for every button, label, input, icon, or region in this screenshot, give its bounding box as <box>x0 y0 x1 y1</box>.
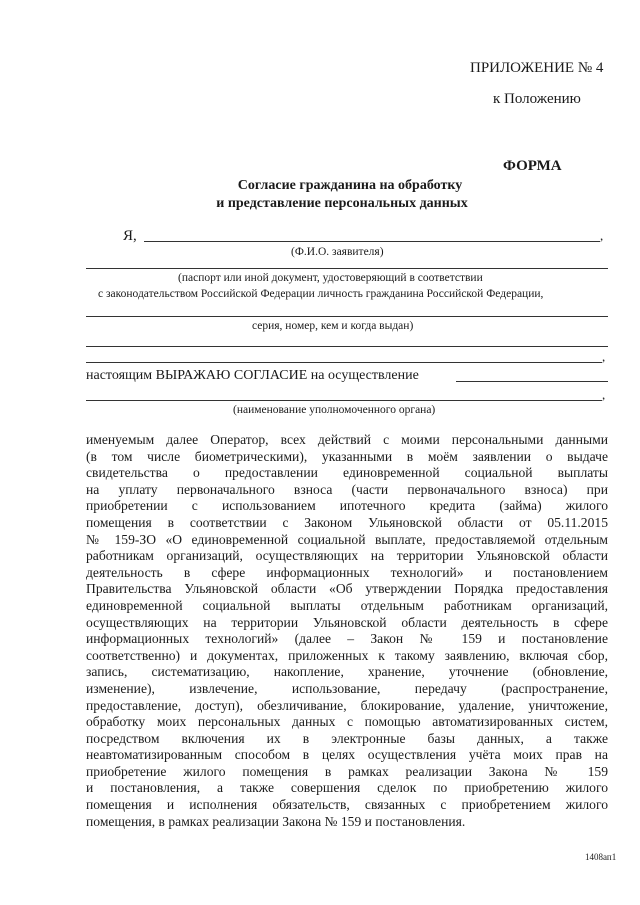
appendix-number: ПРИЛОЖЕНИЕ № 4 <box>470 60 604 76</box>
body-line: неавтоматизированным способом в целях осуществления учёта моих прав на <box>86 747 608 763</box>
passport-caption-3: серия, номер, кем и когда выдан) <box>252 320 414 332</box>
consent-body-text <box>86 432 608 830</box>
body-line: предоставление, доступ), обезличивание, блокирование, удаление, уничтожение, <box>86 697 608 713</box>
body-line: приобретение жилого помещения в рамках реализации Закона № 159 <box>86 763 608 779</box>
fio-input-line[interactable] <box>144 241 600 242</box>
body-line: осуществляющих на территории Ульяновской области деятельность в сфере <box>86 614 608 630</box>
organ-caption: (наименование уполномоченного органа) <box>233 404 436 416</box>
body-line: № 159-ЗО «О единовременной социальной выплате, предоставляемой отдельным <box>86 531 608 547</box>
organ-line-comma: , <box>602 387 606 402</box>
i-label: Я, <box>123 228 137 244</box>
body-line: помещения, в рамках реализации Закона № 159 и постановления. <box>86 813 466 829</box>
fio-caption: (Ф.И.О. заявителя) <box>291 246 384 258</box>
body-line: именуемым далее Оператор, всех действий с моими персональными данными <box>86 432 608 447</box>
organ-input-line-1[interactable] <box>456 381 608 382</box>
passport-input-line-1[interactable] <box>86 268 608 269</box>
passport-line-comma: , <box>602 349 606 364</box>
passport-input-line-2[interactable] <box>86 316 608 317</box>
body-line: обработку моих персональных данных с помощью автоматизированных систем, <box>86 714 608 730</box>
title-line-2: и представление персональных данных <box>216 196 468 211</box>
passport-input-line-4[interactable] <box>86 362 602 363</box>
fio-line-comma: , <box>600 228 604 243</box>
body-line: работникам организаций, осуществляющих на территории Ульяновской области <box>86 548 608 564</box>
organ-input-line-2[interactable] <box>86 400 602 401</box>
body-line: запись, систематизацию, накопление, хранение, уточнение (обновление, <box>86 664 608 680</box>
to-regulation: к Положению <box>493 91 581 107</box>
body-line: информационных технологий» (далее – Закон № 159 и постановление <box>86 631 608 647</box>
body-line: изменение), извлечение, использование, передачу (распространение, <box>86 680 608 696</box>
passport-caption-1: (паспорт или иной документ, удостоверяющий в соответствии <box>178 272 483 284</box>
body-line: соответственно) и документах, приложенных к такому заявлению, включая сбор, <box>86 647 608 663</box>
consent-label: настоящим ВЫРАЖАЮ СОГЛАСИЕ на осуществление <box>86 368 419 383</box>
body-line: на уплату первоначального взноса (части первоначального взноса) при <box>86 481 608 497</box>
passport-caption-2: с законодательством Российской Федерации личность гражданина Российской Федерации, <box>98 288 544 300</box>
body-line: приобретении с использованием ипотечного кредита (займа) жилого <box>86 498 608 514</box>
body-line: посредством включения их в электронные базы данных, а также <box>86 730 608 746</box>
body-line: свидетельства о предоставлении единовременной социальной выплаты <box>86 465 608 481</box>
body-line: деятельность в сфере информационных технологий» и постановлением <box>86 564 608 580</box>
body-line: (в том числе биометрическими), указанными в моём заявлении о выдаче <box>86 448 608 464</box>
body-line: помещения в соответствии с Законом Ульяновской области от 05.11.2015 <box>86 514 608 530</box>
body-line: Правительства Ульяновской области «Об утверждении Порядка предоставления <box>86 581 608 597</box>
title-line-1: Согласие гражданина на обработку <box>237 178 463 193</box>
body-line: и постановления, а также совершения сделок по приобретению жилого <box>86 780 608 796</box>
body-line: единовременной социальной выплаты отдельным работникам организаций, <box>86 597 608 613</box>
passport-input-line-3[interactable] <box>86 346 608 347</box>
body-line: помещения и исполнения обязательств, связанных с приобретением жилого <box>86 797 608 813</box>
form-label: ФОРМА <box>503 158 562 174</box>
document-code: 1408ап1 <box>585 852 617 862</box>
